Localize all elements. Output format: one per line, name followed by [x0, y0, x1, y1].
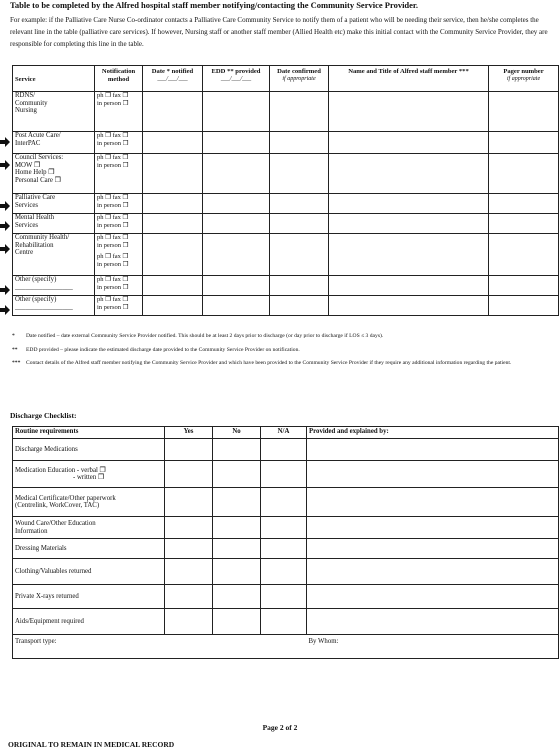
edd-cell[interactable] [203, 132, 270, 154]
yes-cell[interactable] [165, 585, 213, 609]
date-notified-cell[interactable] [143, 234, 203, 276]
no-cell[interactable] [213, 539, 261, 559]
method-checkbox-line[interactable]: ph ❒ fax ❒ [97, 276, 129, 283]
service-row [13, 92, 559, 132]
yes-cell[interactable] [165, 461, 213, 488]
yes-cell[interactable] [165, 559, 213, 585]
date-notified-cell[interactable] [143, 296, 203, 316]
yes-cell[interactable] [165, 609, 213, 635]
checklist-row [13, 585, 559, 609]
pointer-arrow-icon [0, 305, 10, 315]
requirement-line: Private X-rays returned [15, 592, 79, 600]
pager-cell[interactable] [489, 214, 559, 234]
date-notified-cell[interactable] [143, 154, 203, 194]
staff-name-cell[interactable] [329, 154, 489, 194]
provided-by-cell[interactable] [307, 517, 559, 539]
date-notified-cell[interactable] [143, 276, 203, 296]
no-cell[interactable] [213, 517, 261, 539]
footnote-mark: *** [12, 360, 21, 366]
staff-name-cell[interactable] [329, 214, 489, 234]
col-edd: EDD ** provided ___/___/___ [203, 66, 270, 92]
section-title: Table to be completed by the Alfred hospital staff member notifying/contacting the Community Service Provider. [10, 0, 419, 10]
service-name-line: Rehabilitation [15, 241, 54, 249]
intro-paragraph: For example: if the Palliative Care Nurse Co-ordinator contacts a Palliative Care Community Service to notify them of a patient who will be needing their service, then he/she completes the relevant line in the table (palliative care services). If however, Nursing staff or another staff member (Allied Health etc) make this initial contact with the Community Service Provider, they are responsible for completing this line in the table. [10, 16, 548, 48]
edd-cell[interactable] [203, 154, 270, 194]
no-cell[interactable] [213, 488, 261, 517]
pager-cell[interactable] [489, 92, 559, 132]
pager-cell[interactable] [489, 276, 559, 296]
pager-cell[interactable] [489, 154, 559, 194]
checklist-row [13, 517, 559, 539]
checklist-row [13, 461, 559, 488]
yes-cell[interactable] [165, 539, 213, 559]
service-name-line: Nursing [15, 107, 37, 114]
method-checkbox-line[interactable]: ph ❒ fax ❒ [97, 194, 129, 201]
pointer-arrow-icon [0, 285, 10, 295]
edd-cell[interactable] [203, 234, 270, 276]
yes-cell[interactable] [165, 439, 213, 461]
col-date-confirmed: Date confirmed if appropriate [270, 66, 329, 92]
method-checkbox-line[interactable]: in person ❒ [97, 303, 129, 311]
date-notified-cell[interactable] [143, 92, 203, 132]
notification-method-options[interactable] [95, 194, 143, 214]
requirement-label [13, 559, 165, 585]
service-row [13, 214, 559, 234]
provided-by-cell[interactable] [307, 439, 559, 461]
discharge-checklist-title: Discharge Checklist: [10, 411, 77, 420]
na-cell[interactable] [261, 585, 307, 609]
service-name-line: Council Services: [15, 154, 64, 161]
service-row [13, 154, 559, 194]
requirement-label [13, 585, 165, 609]
requirement-line: Wound Care/Other Education [15, 520, 96, 527]
method-checkbox-line[interactable]: ph ❒ fax ❒ [97, 132, 129, 139]
method-checkbox-line[interactable]: ph ❒ fax ❒ [97, 234, 129, 241]
record-notice: ORIGINAL TO REMAIN IN MEDICAL RECORD [8, 740, 175, 749]
transport-row [13, 635, 559, 659]
transport-type-field[interactable]: Transport type: [13, 635, 307, 659]
requirement-line: Clothing/Valuables returned [15, 567, 92, 575]
requirement-line: (Centrelink, WorkCover, TAC) [15, 502, 100, 509]
col-method: Notification method [95, 66, 143, 92]
requirement-label [13, 539, 165, 559]
na-cell[interactable] [261, 439, 307, 461]
service-row [13, 234, 559, 276]
pager-cell[interactable] [489, 194, 559, 214]
discharge-checklist-table [12, 426, 559, 659]
service-name [13, 92, 95, 132]
no-cell[interactable] [213, 559, 261, 585]
checklist-row [13, 609, 559, 635]
requirement-line: - written ❒ [73, 474, 105, 481]
pager-cell[interactable] [489, 132, 559, 154]
date-notified-cell[interactable] [143, 214, 203, 234]
method-checkbox-line[interactable]: in person ❒ [97, 241, 129, 249]
pager-cell[interactable] [489, 296, 559, 316]
pointer-arrow-icon [0, 137, 10, 147]
pointer-arrow-icon [0, 244, 10, 254]
date-confirmed-cell[interactable] [270, 154, 329, 194]
pointer-arrow-icon [0, 201, 10, 211]
by-whom-field[interactable]: By Whom: [307, 635, 559, 659]
method-checkbox-line[interactable]: in person ❒ [97, 221, 129, 229]
notification-method-options[interactable] [95, 214, 143, 234]
footnote-text: EDD provided – please indicate the estimated discharge date provided to the Community Service Provider on notification. [26, 347, 300, 353]
service-name [13, 132, 95, 154]
method-checkbox-line[interactable]: in person ❒ [97, 260, 129, 268]
service-row [13, 132, 559, 154]
service-notification-table [12, 65, 559, 316]
method-checkbox-line[interactable]: in person ❒ [97, 139, 129, 147]
na-cell[interactable] [261, 488, 307, 517]
col-requirements: Routine requirements [13, 427, 165, 439]
yes-cell[interactable] [165, 488, 213, 517]
service-name-line: Services [15, 201, 39, 209]
service-name-line: Centre [15, 249, 34, 256]
service-name-line: Post Acute Care/ [15, 132, 61, 139]
footnote [12, 347, 552, 354]
method-checkbox-line[interactable]: ph ❒ fax ❒ [97, 253, 129, 260]
service-name-line: Mental Health [15, 214, 55, 221]
service-name-line: MOW ❒ [15, 161, 41, 169]
checklist-row [13, 539, 559, 559]
date-notified-cell[interactable] [143, 132, 203, 154]
checklist-row [13, 439, 559, 461]
service-name [13, 214, 95, 234]
no-cell[interactable] [213, 439, 261, 461]
service-name [13, 234, 95, 276]
footnote-text: Contact details of the Alfred staff member notifying the Community Service Provider and which have been provided to the Community Service Provider if they require any additional information regarding the patient. [26, 360, 512, 366]
page-number: Page 2 of 2 [262, 723, 298, 732]
notification-method-options[interactable] [95, 92, 143, 132]
service-row [13, 194, 559, 214]
method-checkbox-line[interactable]: in person ❒ [97, 283, 129, 291]
date-confirmed-cell[interactable] [270, 234, 329, 276]
service-name [13, 276, 95, 296]
requirement-line: Aids/Equipment required [15, 617, 84, 625]
service-name-line: RDNS/ [15, 92, 36, 99]
na-cell[interactable] [261, 517, 307, 539]
col-yes: Yes [165, 427, 213, 439]
date-confirmed-cell[interactable] [270, 194, 329, 214]
date-notified-cell[interactable] [143, 194, 203, 214]
na-cell[interactable] [261, 609, 307, 635]
staff-name-cell[interactable] [329, 132, 489, 154]
col-no: No [213, 427, 261, 439]
date-confirmed-cell[interactable] [270, 92, 329, 132]
service-row [13, 296, 559, 316]
provided-by-cell[interactable] [307, 585, 559, 609]
col-staff-name: Name and Title of Alfred staff member *** [329, 66, 489, 92]
requirement-label [13, 461, 165, 488]
col-service: Service [13, 66, 95, 92]
footnote-mark: * [12, 333, 15, 339]
method-checkbox-line[interactable]: ph ❒ fax ❒ [97, 296, 129, 303]
requirement-line: Medical Certificate/Other paperwork [15, 494, 116, 502]
footnote [12, 333, 552, 340]
service-name-line: Other (specify) [15, 276, 57, 283]
pointer-arrow-icon [0, 221, 10, 231]
requirement-line: Information [15, 527, 48, 535]
method-checkbox-line[interactable]: ph ❒ fax ❒ [97, 92, 129, 99]
service-name-line: Personal Care ❒ [15, 176, 61, 184]
provided-by-cell[interactable] [307, 609, 559, 635]
na-cell[interactable] [261, 461, 307, 488]
col-provided-by: Provided and explained by: [307, 427, 559, 439]
requirement-label [13, 488, 165, 517]
staff-name-cell[interactable] [329, 194, 489, 214]
pointer-arrow-icon [0, 160, 10, 170]
edd-cell[interactable] [203, 214, 270, 234]
service-name-line: Home Help ❒ [15, 169, 55, 176]
provided-by-cell[interactable] [307, 488, 559, 517]
requirement-line: Dressing Materials [15, 544, 67, 552]
col-pager: Pager number if appropriate [489, 66, 559, 92]
service-name-line: Community [15, 99, 48, 107]
no-cell[interactable] [213, 609, 261, 635]
provided-by-cell[interactable] [307, 559, 559, 585]
edd-cell[interactable] [203, 276, 270, 296]
requirement-label [13, 517, 165, 539]
no-cell[interactable] [213, 585, 261, 609]
notification-method-options[interactable] [95, 296, 143, 316]
pager-cell[interactable] [489, 234, 559, 276]
date-confirmed-cell[interactable] [270, 296, 329, 316]
edd-cell[interactable] [203, 194, 270, 214]
col-na: N/A [261, 427, 307, 439]
service-name-line: Palliative Care [15, 194, 56, 201]
edd-cell[interactable] [203, 92, 270, 132]
notification-method-options[interactable] [95, 276, 143, 296]
requirement-label [13, 609, 165, 635]
col-date-notified: Date * notified ___/___/___ [143, 66, 203, 92]
requirement-line: Discharge Medications [15, 445, 78, 453]
service-name-line: InterPAC [15, 139, 41, 147]
footnote-text: Date notified – date external Community Service Provider notified. This should be at least 2 days prior to discharge (or day prior to discharge if LOS ≤ 3 days). [26, 333, 384, 339]
checklist-row [13, 488, 559, 517]
date-confirmed-cell[interactable] [270, 132, 329, 154]
date-confirmed-cell[interactable] [270, 214, 329, 234]
yes-cell[interactable] [165, 517, 213, 539]
service-name-line: _________________ [15, 283, 73, 291]
staff-name-cell[interactable] [329, 234, 489, 276]
edd-cell[interactable] [203, 296, 270, 316]
service-name [13, 154, 95, 194]
staff-name-cell[interactable] [329, 92, 489, 132]
notification-method-options[interactable] [95, 132, 143, 154]
checklist-row [13, 559, 559, 585]
service-name-line: Other (specify) [15, 296, 57, 303]
method-checkbox-line[interactable]: ph ❒ fax ❒ [97, 154, 129, 161]
method-checkbox-line[interactable]: in person ❒ [97, 99, 129, 107]
notification-method-options[interactable] [95, 234, 143, 276]
method-checkbox-line[interactable]: ph ❒ fax ❒ [97, 214, 129, 221]
footnote [12, 360, 552, 367]
service-name-line: Services [15, 221, 39, 229]
no-cell[interactable] [213, 461, 261, 488]
staff-name-cell[interactable] [329, 296, 489, 316]
service-name-line: _________________ [15, 303, 73, 311]
footnote-mark: ** [12, 347, 18, 353]
service-name-line: Community Health/ [15, 234, 70, 241]
service-name [13, 296, 95, 316]
service-name [13, 194, 95, 214]
na-cell[interactable] [261, 559, 307, 585]
na-cell[interactable] [261, 539, 307, 559]
method-checkbox-line[interactable]: in person ❒ [97, 161, 129, 169]
notification-method-options[interactable] [95, 154, 143, 194]
provided-by-cell[interactable] [307, 461, 559, 488]
provided-by-cell[interactable] [307, 539, 559, 559]
date-confirmed-cell[interactable] [270, 276, 329, 296]
staff-name-cell[interactable] [329, 276, 489, 296]
requirement-line: Medication Education - verbal ❒ [15, 466, 106, 474]
requirement-label [13, 439, 165, 461]
service-row [13, 276, 559, 296]
method-checkbox-line[interactable]: in person ❒ [97, 201, 129, 209]
